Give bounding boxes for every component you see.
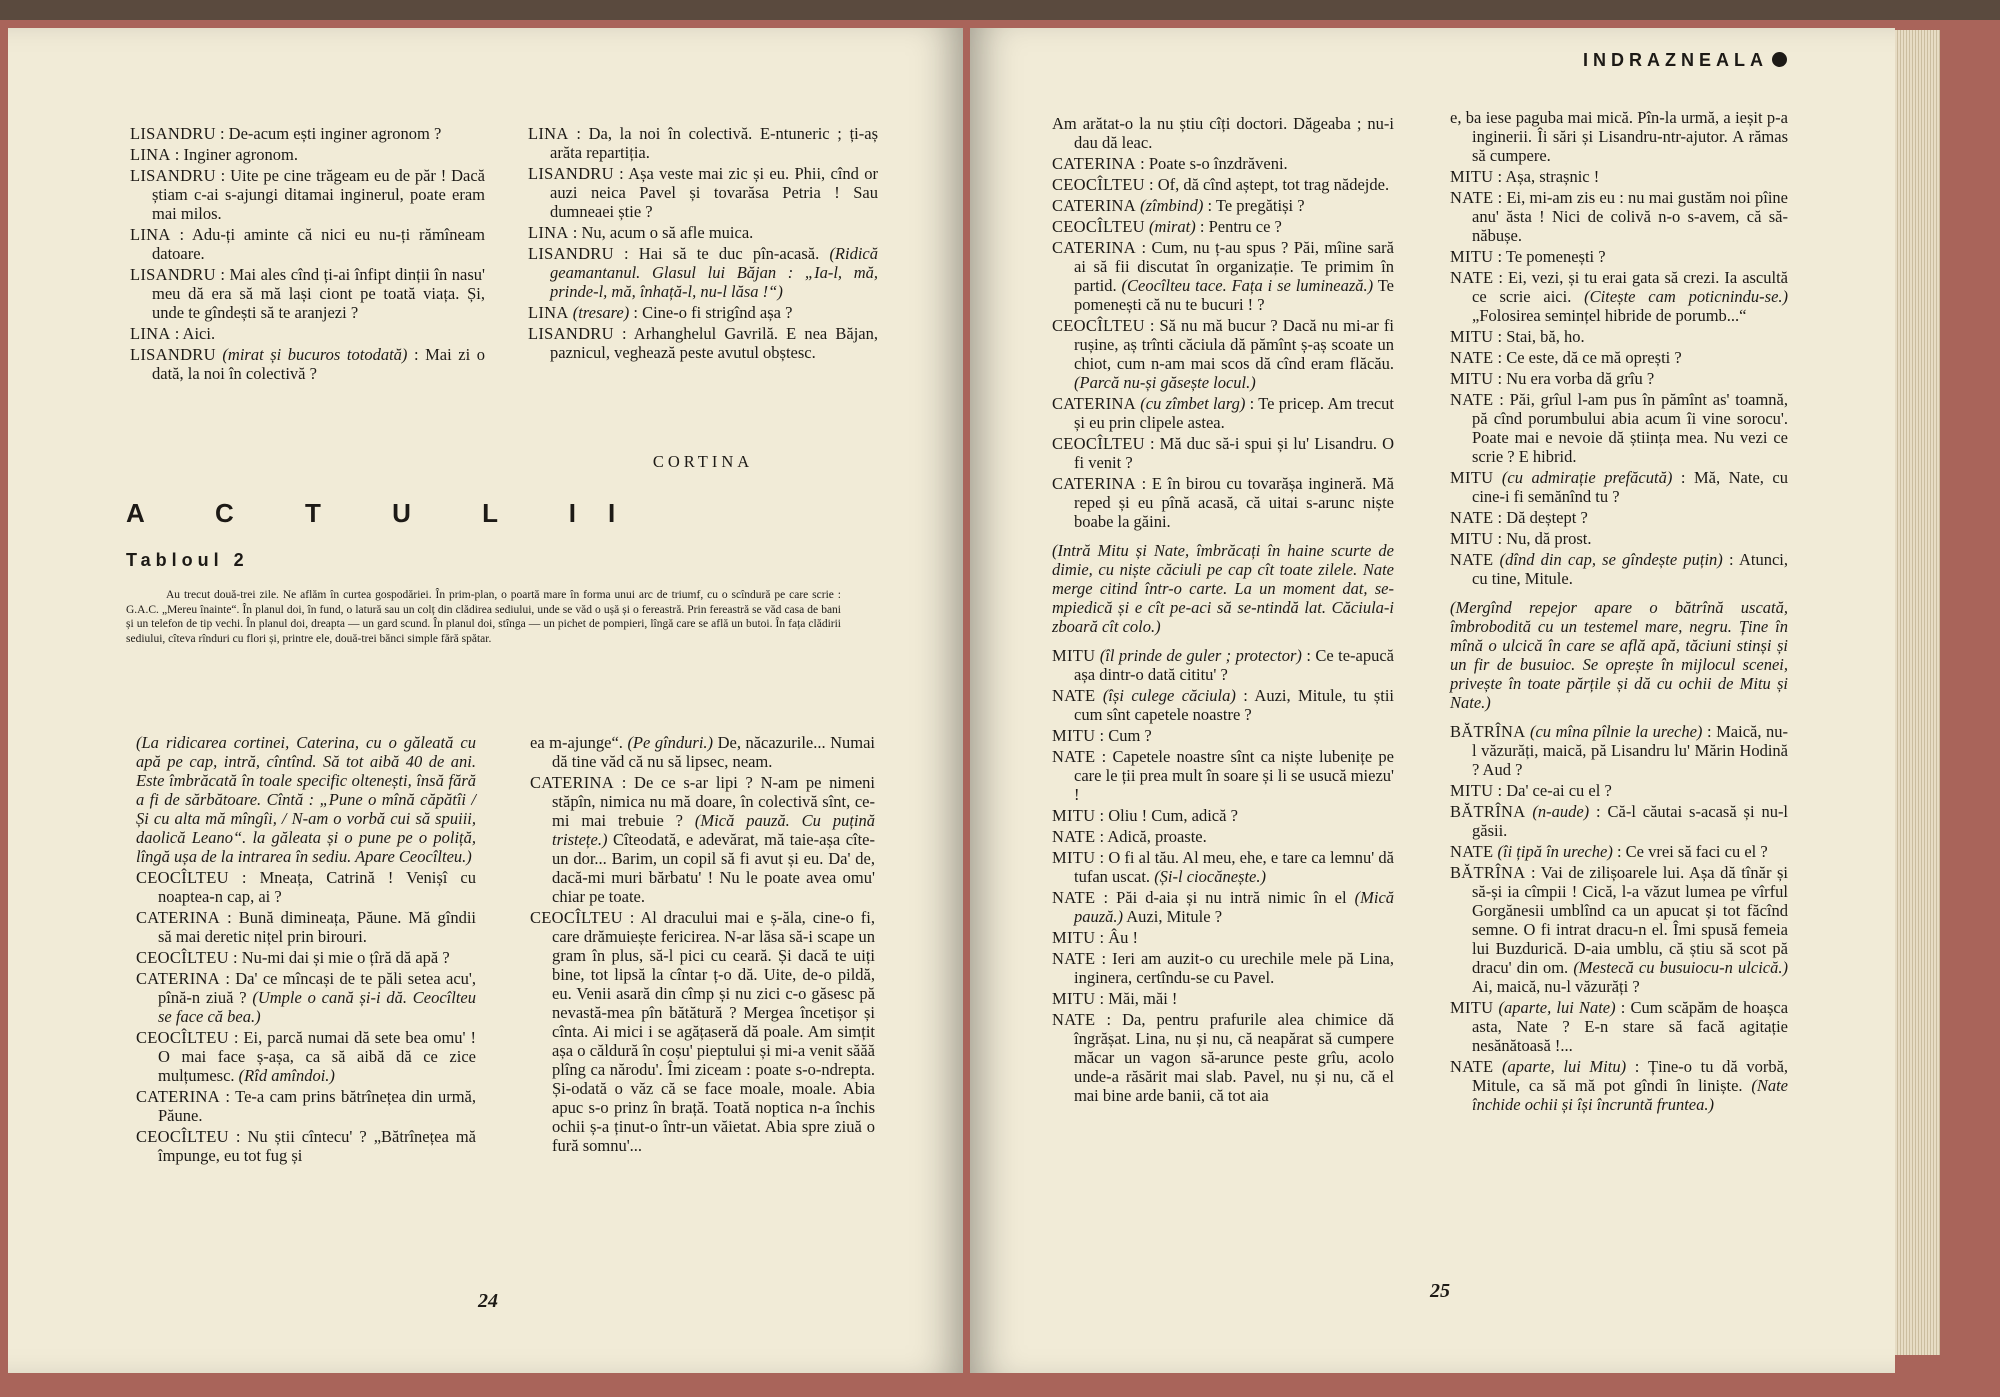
right-column-1 — [1052, 114, 1394, 1107]
dialogue-line: NATE : Păi, grîul l-am pus în pămînt as' toamnă, pă cînd porumbului abia acum îi vine sorocu'. Poate mai e nevoie dă știința mea. Nu vezi ce scrie ? E hibrid. — [1450, 390, 1788, 466]
dialogue-line: MITU : Nu, dă prost. — [1450, 529, 1592, 548]
left-page — [8, 28, 963, 1373]
dialogue-text: Ei, parcă numai dă sete bea omu' ! O mai face ș-așa, ca să aibă dă ce zice mulțumesc. — [158, 1028, 477, 1085]
dialogue-text: Inginer agronom. — [183, 145, 299, 164]
speaker-name: NATE — [1450, 842, 1494, 861]
dialogue-text: Adu-ți aminte că nici eu nu-ți rămîneam datoare. — [152, 225, 485, 263]
bullet-icon — [1772, 52, 1787, 67]
dialogue-line: NATE : Da, pentru prafurile alea chimice dă îngrășat. Lina, nu și nu, că neapărat să cumpere măcar un vagon să-arunce peste grîu, acolo unde-a răsărit mai slab. Pavel, nu și nu, că el mai bine arde banii, că tot aia — [1052, 1010, 1395, 1105]
speaker-name: CEOCÎLTEU — [530, 908, 623, 927]
act-heading: A C T U L II — [126, 498, 648, 528]
dialogue-line: LISANDRU (mirat și bucuros totodată) : Mai zi o dată, la noi în colectivă ? — [130, 345, 486, 383]
right-column-2 — [1450, 108, 1788, 1116]
running-header — [1583, 50, 1787, 71]
stage-note: (îl prinde de guler ; protector) — [1099, 646, 1302, 665]
dialogue-line: CEOCÎLTEU : Să nu mă bucur ? Dacă nu mi-ar fi rușine, aș trînti căciula dă pămînt ș-aș scoate un chiot, cum n-am mai scos dă cînd eram flăcău. (Parcă nu-și găsește locul.) — [1052, 316, 1394, 392]
speaker-name: CATERINA — [1052, 394, 1136, 413]
dialogue-line: CATERINA : De ce s-ar lipi ? N-am pe nimeni stăpîn, nimica nu mă doare, în colectivă sînt, ce-mi mai trebuie ? (Mică pauză. Cu puțină tristețe.) Cîteodată, e adevărat, mă taie-așa cîte-un dor... Barim, un copil să fi avut și eu. Da' de, dacă-mi muri bărbatu' ! Nu le poate avea omu' chiar pe toate. — [530, 773, 876, 906]
dialogue-text: Dă deștept ? — [1506, 508, 1588, 527]
speaker-name: CEOCÎLTEU — [136, 868, 229, 887]
dialogue-line: CEOCÎLTEU : Mă duc să-i spui și lu' Lisandru. O fi venit ? — [1052, 434, 1394, 472]
speaker-name: MITU — [1450, 468, 1494, 487]
dialogue-line: CATERINA : Da' ce mîncași de te păli setea acu', pînă-n ziuă ? (Umple o cană și-i dă. Ceocîlteu se face că bea.) — [136, 969, 477, 1026]
dialogue-line: NATE : Capetele noastre sînt ca niște lubenițe pe care le ții prea mult în soare și li se usucă miezu' ! — [1052, 747, 1394, 804]
dialogue-text: Auzi, Mitule, tu știi cum sînt capetele noastre ? — [1074, 686, 1395, 724]
curtain-text: CORTINA — [652, 452, 754, 471]
dialogue-text: Nu-mi dai și mie o țîră dă apă ? — [241, 948, 450, 967]
speaker-name: NATE — [1052, 827, 1096, 846]
dialogue-text: Uite pe cine trăgeam eu de păr ! Dacă știam c-ai s-ajungi ditamai inginerul, poate eram mai milos. — [152, 166, 485, 223]
speaker-name: NATE — [1052, 747, 1096, 766]
speaker-name: CEOCÎLTEU — [1052, 316, 1145, 335]
speaker-name: LISANDRU — [528, 244, 614, 263]
speaker-name: CEOCÎLTEU — [136, 1028, 229, 1047]
dialogue-text: e, ba iese paguba mai mică. Pîn-la urmă, a ieșit p-a inginerii. Îi sări și Lisandru-ntr-ajutor. A rămas să cumpere. — [1450, 108, 1788, 165]
speaker-name: CATERINA — [1052, 474, 1136, 493]
dialogue-text: Da' ce-ai cu el ? — [1506, 781, 1612, 800]
dialogue-line: CEOCÎLTEU : Nu-mi dai și mie o țîră dă apă ? — [136, 948, 450, 967]
dialogue-line: CEOCÎLTEU : Ei, parcă numai dă sete bea omu' ! O mai face ș-așa, ca să aibă dă ce zice mulțumesc. (Rîd amîndoi.) — [136, 1028, 477, 1085]
speaker-name: NATE — [1052, 949, 1096, 968]
dialogue-text: Da, pentru prafurile alea chimice dă îngrășat. Lina, nu și nu, că neapărat să cumpere măcar un vagon să-arunce peste grîu, acolo unde-a răsărit mai slab. Pavel, nu și nu, că el mai bine arde banii, că tot aia — [1074, 1010, 1395, 1105]
dialogue-text: ea m-ajunge“. — [530, 733, 623, 752]
dialogue-text: Poate s-o înzdrăveni. — [1148, 154, 1288, 173]
dialogue-text: Te pricep. Am trecut și eu prin clipele astea. — [1074, 394, 1394, 432]
dialogue-line: CEOCÎLTEU : Nu știi cîntecu' ? „Bătrînețea mă împunge, eu tot fug și — [136, 1127, 476, 1165]
stage-note: (Ridică geamantanul. Glasul lui Băjan : „Ia-l, mă, prinde-l, mă, înhață-l, nu-l lăsa !“) — [550, 244, 879, 301]
stage-note: (Nate închide ochii și își încruntă fruntea.) — [1472, 1076, 1788, 1114]
dialogue-text: Așa, strașnic ! — [1505, 167, 1600, 186]
stage-note: (Umple o cană și-i dă. Ceocîlteu se face că bea.) — [158, 988, 476, 1026]
dialogue-text: Mneața, Catrină ! Venișî cu noaptea-n cap, ai ? — [158, 868, 476, 906]
dialogue-text: „Folosirea semințel hibride de porumb...“ — [1472, 306, 1747, 325]
dialogue-text: Te pomenești că nu te bucuri ! ? — [1074, 276, 1394, 314]
dialogue-line: CATERINA : Cum, nu ț-au spus ? Păi, mîine sară ai să fii discutat în organizație. Te primim în partid. (Ceocîlteu tace. Fața i se luminează.) Te pomenești că nu te bucuri ! ? — [1052, 238, 1395, 314]
dialogue-text: Capetele noastre sînt ca niște lubenițe pe care le ții prea mult în soare și li se usucă miezu' ! — [1074, 747, 1394, 804]
dialogue-text: Cum ? — [1108, 726, 1152, 745]
stage-note: (cu admirație prefăcută) — [1501, 468, 1673, 487]
speaker-name: MITU — [1450, 998, 1494, 1017]
dialogue-line — [1450, 108, 1788, 165]
dialogue-text: Hai să te duc pîn-acasă. — [638, 244, 820, 263]
speaker-name: MITU — [1052, 806, 1096, 825]
speaker-name: BĂTRÎNA — [1450, 802, 1526, 821]
dialogue-line: LISANDRU : Mai ales cînd ți-ai înfipt dinții în nasu' meu dă era să mă lași ciont pe toată viața. Și, unde te gîndești să te aranjezi ? — [130, 265, 485, 322]
dialogue-text: Nu, dă prost. — [1506, 529, 1592, 548]
dialogue-line: MITU : Da' ce-ai cu el ? — [1450, 781, 1612, 800]
dialogue-text: E în birou cu tovarășa ingineră. Mă reped și eu pînă acasă, că uitai s-arunc niște boabe la găini. — [1074, 474, 1395, 531]
stage-note: (Citește cam poticnindu-se.) — [1584, 287, 1789, 306]
speaker-name: MITU — [1052, 726, 1096, 745]
dialogue-line: NATE (aparte, lui Mitu) : Ține-o tu dă vorbă, Mitule, ca să mă pot gîndi în liniște. (Nate închide ochii și își încruntă fruntea.) — [1450, 1057, 1789, 1114]
speaker-name: NATE — [1052, 1010, 1096, 1029]
dialogue-text: Măi, măi ! — [1108, 989, 1178, 1008]
dialogue-line: CEOCÎLTEU : Mneața, Catrină ! Venișî cu noaptea-n cap, ai ? — [136, 868, 476, 906]
dialogue-text: Mă duc să-i spui și lu' Lisandru. O fi venit ? — [1074, 434, 1394, 472]
running-header-title: INDRAZNEALA — [1583, 50, 1768, 70]
speaker-name: LISANDRU — [528, 164, 614, 183]
dialogue-line — [530, 733, 875, 771]
dialogue-text: Cum, nu ț-au spus ? Păi, mîine sară ai să fii discutat în organizație. Te primim în partid. — [1074, 238, 1395, 295]
dialogue-line: MITU : Oliu ! Cum, adică ? — [1052, 806, 1238, 825]
dialogue-line: LINA (tresare) : Cine-o fi strigînd așa ? — [528, 303, 793, 322]
dialogue-line: NATE : Adică, proaste. — [1052, 827, 1207, 846]
speaker-name: NATE — [1052, 686, 1096, 705]
dialogue-text: Te pomenești ? — [1505, 247, 1606, 266]
dialogue-text: Nu era vorba dă grîu ? — [1506, 369, 1655, 388]
page-number-left: 24 — [478, 1290, 498, 1312]
dialogue-line: MITU (aparte, lui Nate) : Cum scăpăm de hoașca asta, Nate ? E-n stare să facă agitație nesănătoasă !... — [1450, 998, 1789, 1055]
dialogue-text: Al dracului mai e ș-ăla, cine-o fi, care drămuiește fericirea. N-ar lăsa să-i scape un gram în plus, să-l pici cu ceară. Și dacă te uiți bine, tot lipsă la cîntar ț-o dă. Uite, de-o pildă, eu. Venii asară din cîmp și nu zici c-o găsesc pă nevastă-mea pîn bătătură ? Mergea încetișor și cînta. Ai mici i se agățaseră dă poale. Am simțit așa o căldură în coșu' pieptului și mi-a venit săăă plîng ca nărodu'. Îmi ziceam : poate s-o-ndrepta. Și-odată o văz că se face moale, moale. Abia apuc s-o prinz în brață. Toată noptica n-a închis ochii ș-a ținut-o într-un văietat. Abia spre ziuă o fură somnu'... — [552, 908, 876, 1155]
dialogue-text: Ce este, dă ce mă oprești ? — [1506, 348, 1682, 367]
setting-description: Au trecut două-trei zile. Ne aflăm în curtea gospodăriei. În prim-plan, o poartă mare în forma unui arc de triumf, cu o scîndură pe care scrie : G.A.C. „Mereu înainte“. În planul doi, în fund, o latură sau un colț din clădirea sediului, unde se văd o ușă și o fereastră. Prin fereastră se văd casa de bani și un telefon de tip vechi. În planul doi, dreapta — un gard scund. În planul doi, stînga — un pichet de pompieri, lîngă care se află un butoi. În fața clădirii sediului, cîteva rînduri cu flori și, printre ele, două-trei bănci simple fără spătar. — [126, 589, 841, 645]
speaker-name: BĂTRÎNA — [1450, 722, 1526, 741]
dialogue-line: BĂTRÎNA : Vai de zilișoarele lui. Așa dă tînăr și să-și ia cîmpii ! Cică, l-a văzut lumea pe vîrful Gorgănesii umblînd ca un apucat și tot făcînd semne. O fi intrat dracu-n el. Îmi spusă femeia lui Buzdurică. D-aia umblu, că știu să scot pă dracu' din om. (Mestecă cu busuiocu-n ulcică.) Ai, maică, nu-l văzurăți ? — [1450, 863, 1788, 996]
stage-note: (aparte, lui Mitu) — [1502, 1057, 1627, 1076]
dialogue-line: CATERINA : Bună dimineața, Păune. Mă gîndii să mai deretic nițel prin birouri. — [136, 908, 476, 946]
dialogue-line: NATE : Ce este, dă ce mă oprești ? — [1450, 348, 1682, 367]
stage-direction: (Mergînd repejor apare o bătrînă uscată, îmbrobodită cu un testemel mare, negru. Ține în mînă o ulcică în care se află apă, tăciuni stinși și un fir de busuioc. Se oprește în mijlocul scenei, privește în toate părțile și dă cu ochii de Mitu și Nate.) — [1450, 598, 1788, 712]
dialogue-line: NATE (își culege căciula) : Auzi, Mitule, tu știi cum sînt capetele noastre ? — [1052, 686, 1395, 724]
page-number-right: 25 — [1430, 1280, 1450, 1302]
dialogue-line: CATERINA (cu zîmbet larg) : Te pricep. Am trecut și eu prin clipele astea. — [1052, 394, 1394, 432]
stage-note: (aparte, lui Nate) — [1498, 998, 1616, 1017]
dialogue-line: MITU (îl prinde de guler ; protector) : Ce te-apucă așa dintr-o dată cititu' ? — [1052, 646, 1395, 684]
dialogue-text: Atunci, cu tine, Mitule. — [1472, 550, 1788, 588]
dialogue-text: Stai, bă, ho. — [1506, 327, 1585, 346]
speaker-name: CEOCÎLTEU — [1052, 217, 1145, 236]
dialogue-line: MITU : Nu era vorba dă grîu ? — [1450, 369, 1655, 388]
dialogue-text: Ai, maică, nu-l văzurăți ? — [1472, 977, 1640, 996]
speaker-name: NATE — [1450, 268, 1494, 287]
dialogue-line: MITU : Stai, bă, ho. — [1450, 327, 1585, 346]
dialogue-text: Te pregătiși ? — [1215, 196, 1305, 215]
dialogue-line: LISANDRU : Arhanghelul Gavrilă. E nea Băjan, paznicul, veghează peste avutul obștesc. — [528, 324, 878, 362]
speaker-name: NATE — [1450, 348, 1494, 367]
dialogue-text: Da' ce mîncași de te păli setea acu', pînă-n ziuă ? — [158, 969, 477, 1007]
speaker-name: LINA — [528, 223, 569, 242]
stage-note: (dînd din cap, se gîndește puțin) — [1499, 550, 1723, 569]
dialogue-text: Aici. — [182, 324, 216, 343]
speaker-name: MITU — [1450, 247, 1494, 266]
speaker-name: CATERINA — [530, 773, 614, 792]
stage-note: (Mestecă cu busuiocu-n ulcică.) — [1573, 958, 1788, 977]
stage-note: (își culege căciula) — [1102, 686, 1236, 705]
stage-note: (tresare) — [572, 303, 630, 322]
tablou-heading: Tabloul 2 — [126, 550, 249, 570]
speaker-name: CATERINA — [136, 1087, 220, 1106]
speaker-name: LISANDRU — [130, 345, 216, 364]
speaker-name: CEOCÎLTEU — [1052, 175, 1145, 194]
dialogue-text: Maică, nu-l văzurăți, maică, pă Lisandru lu' Mărin Hodină ? Aud ? — [1472, 722, 1788, 779]
speaker-name: LISANDRU — [130, 265, 216, 284]
speaker-name: LINA — [130, 324, 171, 343]
stage-note: (Mică pauză. Cu puțină tristețe.) — [552, 811, 876, 849]
speaker-name: LINA — [130, 145, 171, 164]
speaker-name: LISANDRU — [130, 124, 216, 143]
speaker-name: NATE — [1450, 1057, 1494, 1076]
dialogue-line: NATE : Ei, mi-am zis eu : nu mai gustăm noi pîine anu' ăsta ! Nici de colivă n-o s-avem, că să-năbușe. — [1450, 188, 1789, 245]
dialogue-line: LISANDRU : Așa veste mai zic și eu. Phii, cînd or auzi neica Pavel și tovarăsa Petria ! Sau dumneaei știe ? — [528, 164, 878, 221]
dialogue-text: Mai zi o dată, la noi în colectivă ? — [152, 345, 486, 383]
dialogue-line: LINA : Da, la noi în colectivă. E-ntuneric ; ți-aș arăta repartiția. — [528, 124, 878, 162]
speaker-name: LINA — [528, 303, 569, 322]
dialogue-line: NATE : Ieri am auzit-o cu urechile mele pă Lina, inginera, certîndu-se cu Pavel. — [1052, 949, 1395, 987]
dialogue-text: Cum scăpăm de hoașca asta, Nate ? E-n stare să facă agitație nesănătoasă !... — [1472, 998, 1789, 1055]
speaker-name: CEOCÎLTEU — [136, 1127, 229, 1146]
dialogue-text: Ține-o tu dă vorbă, Mitule, ca să mă pot gîndi în liniște. — [1472, 1057, 1789, 1095]
dialogue-line: LISANDRU : De-acum ești inginer agronom ? — [130, 124, 442, 143]
stage-note: (mirat și bucuros totodată) — [222, 345, 408, 364]
dialogue-text: Of, dă cînd aștept, tot trag nădejde. — [1157, 175, 1390, 194]
dialogue-text: Cîteodată, e adevărat, mă taie-așa cîte-un dor... Barim, un copil să fi avut și eu. Da' de, dacă-mi muri bărbatu' ! Nu le poate avea omu' chiar pe toate. — [552, 830, 876, 906]
speaker-name: CATERINA — [1052, 238, 1136, 257]
dialogue-text: Păi, grîul l-am pus în pămînt as' toamnă, pă cînd porumbului abia acum îi vine sorocu'. Poate mai e nevoie dă știința mea. Nu vezi ce scrie ? E hibrid. — [1472, 390, 1788, 466]
dialogue-text: Nu, acum o să afle muica. — [581, 223, 754, 242]
left-column-4 — [530, 733, 875, 1157]
left-column-2 — [528, 124, 878, 364]
speaker-name: CATERINA — [1052, 196, 1136, 215]
dialogue-text: Păi d-aia și nu intră nimic în el — [1116, 888, 1347, 907]
dialogue-text: Da, la noi în colectivă. E-ntuneric ; ți-aș arăta repartiția. — [550, 124, 878, 162]
dialogue-line: MITU (cu admirație prefăcută) : Mă, Nate, cu cine-i fi semănînd tu ? — [1450, 468, 1789, 506]
dialogue-line: CATERINA (zîmbind) : Te pregătiși ? — [1052, 196, 1305, 215]
dialogue-line: MITU : O fi al tău. Al meu, ehe, e tare ca lemnu' dă tufan uscat. (Și-l ciocănește.) — [1052, 848, 1394, 886]
dialogue-text: Mă, Nate, cu cine-i fi semănînd tu ? — [1472, 468, 1789, 506]
dialogue-line: MITU : Âu ! — [1052, 928, 1139, 947]
dialogue-text: De-acum ești inginer agronom ? — [228, 124, 442, 143]
dialogue-line: MITU : Așa, strașnic ! — [1450, 167, 1600, 186]
dialogue-line: NATE : Păi d-aia și nu intră nimic în el (Mică pauză.) Auzi, Mitule ? — [1052, 888, 1395, 926]
dialogue-text: Ce vrei să faci cu el ? — [1625, 842, 1768, 861]
speaker-name: NATE — [1450, 188, 1494, 207]
dialogue-text: Âu ! — [1108, 928, 1139, 947]
stage-note: (cu zîmbet larg) — [1140, 394, 1246, 413]
stage-note: (cu mîna pîlnie la ureche) — [1529, 722, 1703, 741]
dialogue-line: CATERINA : Te-a cam prins bătrînețea din urmă, Păune. — [136, 1087, 476, 1125]
dialogue-line: CEOCÎLTEU (mirat) : Pentru ce ? — [1052, 217, 1282, 236]
dialogue-text: Nu știi cîntecu' ? „Bătrînețea mă împunge, eu tot fug și — [158, 1127, 476, 1165]
left-column-3 — [136, 733, 476, 1167]
dialogue-line: MITU : Măi, măi ! — [1052, 989, 1178, 1008]
stage-note: (Mică pauză.) — [1074, 888, 1395, 926]
dialogue-text: Mai ales cînd ți-ai înfipt dinții în nasu' meu dă era să mă lași ciont pe toată viața. Și, unde te gîndești să te aranjezi ? — [152, 265, 485, 322]
speaker-name: CATERINA — [1052, 154, 1136, 173]
dialogue-line: MITU : Cum ? — [1052, 726, 1152, 745]
dialogue-line: LINA : Inginer agronom. — [130, 145, 299, 164]
dialogue-line: LINA : Nu, acum o să afle muica. — [528, 223, 754, 242]
dialogue-text: Cine-o fi strigînd așa ? — [642, 303, 793, 322]
dialogue-text: Să nu mă bucur ? Dacă nu mi-ar fi rușine, aș trînti căciula dă pămînt ș-aș scoate un chiot, cum n-am mai scos dă cînd eram flăcău. — [1074, 316, 1394, 373]
dialogue-text: O fi al tău. Al meu, ehe, e tare ca lemnu' dă tufan uscat. — [1074, 848, 1394, 886]
stage-direction: (La ridicarea cortinei, Caterina, cu o găleată cu apă pe cap, intră, cîntînd. Să tot aibă 40 de ani. Este îmbrăcată în toale specific oltenești, însă fără a fi de sărbătoare. Cîntă : „Pune o mînă căpătîi / Și cu alta mă mîngîi, / N-am o vorbă cui să spuiii, daolică Leano“. la găleata și o pune pe o poliță, lîngă ușa de la intrarea în sediu. Apare Ceocîlteu.) — [136, 733, 476, 866]
speaker-name: LISANDRU — [130, 166, 216, 185]
stage-note: (Pe gînduri.) — [627, 733, 714, 752]
dialogue-text: Ei, vezi, și tu erai gata să crezi. Ia ascultă ce scrie aici. — [1472, 268, 1788, 306]
dialogue-text: Te-a cam prins bătrînețea din urmă, Păune. — [158, 1087, 476, 1125]
speaker-name: CATERINA — [136, 908, 220, 927]
speaker-name: NATE — [1450, 550, 1494, 569]
dialogue-line: CEOCÎLTEU : Of, dă cînd aștept, tot trag nădejde. — [1052, 175, 1390, 194]
dialogue-line: CATERINA : Poate s-o înzdrăveni. — [1052, 154, 1288, 173]
speaker-name: CEOCÎLTEU — [136, 948, 229, 967]
dialogue-text: Că-l căutai s-acasă și nu-l găsii. — [1472, 802, 1789, 840]
dialogue-line: LISANDRU : Uite pe cine trăgeam eu de păr ! Dacă știam c-ai s-ajungi ditamai inginerul, poate eram mai milos. — [130, 166, 485, 223]
dialogue-line: LISANDRU : Hai să te duc pîn-acasă. (Ridică geamantanul. Glasul lui Băjan : „Ia-l, mă, prinde-l, mă, înhață-l, nu-l lăsa !“) — [528, 244, 879, 301]
speaker-name: LINA — [130, 225, 171, 244]
speaker-name: MITU — [1052, 989, 1096, 1008]
dialogue-line: BĂTRÎNA (n-aude) : Că-l căutai s-acasă și nu-l găsii. — [1450, 802, 1789, 840]
dialogue-line — [1052, 114, 1394, 152]
right-page — [970, 28, 1895, 1373]
speaker-name: BĂTRÎNA — [1450, 863, 1526, 882]
speaker-name: MITU — [1052, 646, 1096, 665]
curtain-line — [528, 452, 878, 473]
stage-note: (Rîd amîndoi.) — [238, 1066, 335, 1085]
dialogue-text: Pentru ce ? — [1208, 217, 1282, 236]
speaker-name: MITU — [1450, 327, 1494, 346]
stage-note: (mirat) — [1148, 217, 1196, 236]
speaker-name: NATE — [1052, 888, 1096, 907]
stage-direction: (Intră Mitu și Nate, îmbrăcați în haine scurte de dimie, cu niște căciuli pe cap cît toate zilele. Nate merge citind într-o carte. La un moment dat, se-mpiedică și e cît pe-aci să se-ntindă lat. Căciula-i zboară cît colo.) — [1052, 541, 1394, 636]
speaker-name: MITU — [1450, 781, 1494, 800]
dialogue-text: De, năcazurile... Numai dă tine văd că nu să lipsec, neam. — [552, 733, 876, 771]
stage-note: (zîmbind) — [1140, 196, 1204, 215]
dialogue-text: Adică, proaste. — [1107, 827, 1207, 846]
dialogue-line: CEOCÎLTEU : Al dracului mai e ș-ăla, cine-o fi, care drămuiește fericirea. N-ar lăsa să-i scape un gram în plus, să-l pici cu ceară. Și dacă te uiți bine, tot lipsă la cîntar ț-o dă. Uite, de-o pildă, eu. Venii asară din cîmp și nu zici c-o găsesc pă nevastă-mea pîn bătătură ? Mergea încetișor și cînta. Ai mici i se agățaseră dă poale. Am simțit așa o căldură în coșu' pieptului și mi-a venit săăă plîng ca nărodu'. Îmi ziceam : poate s-o-ndrepta. Și-odată o văz că se face moale, moale. Abia apuc s-o prinz în brață. Toată noptica n-a închis ochii ș-a ținut-o într-un văietat. Abia spre ziuă o fură somnu'... — [530, 908, 876, 1155]
dialogue-text: Ieri am auzit-o cu urechile mele pă Lina, inginera, certîndu-se cu Pavel. — [1074, 949, 1395, 987]
stage-note: (Parcă nu-și găsește locul.) — [1074, 373, 1256, 392]
dialogue-text: Oliu ! Cum, adică ? — [1108, 806, 1238, 825]
page-edges — [1895, 30, 1940, 1355]
dialogue-line: LINA : Adu-ți aminte că nici eu nu-ți rămîneam datoare. — [130, 225, 485, 263]
speaker-name: LINA — [528, 124, 569, 143]
dialogue-line: NATE : Dă deștept ? — [1450, 508, 1588, 527]
dialogue-text: Arhanghelul Gavrilă. E nea Băjan, paznicul, veghează peste avutul obștesc. — [550, 324, 878, 362]
dialogue-line: BĂTRÎNA (cu mîna pîlnie la ureche) : Maică, nu-l văzurăți, maică, pă Lisandru lu' Mărin Hodină ? Aud ? — [1450, 722, 1788, 779]
dialogue-line: MITU : Te pomenești ? — [1450, 247, 1606, 266]
dialogue-text: Auzi, Mitule ? — [1126, 907, 1223, 926]
dialogue-line: LINA : Aici. — [130, 324, 216, 343]
dialogue-text: Ei, mi-am zis eu : nu mai gustăm noi pîine anu' ăsta ! Nici de colivă n-o s-avem, că să-năbușe. — [1472, 188, 1789, 245]
stage-note: (n-aude) — [1532, 802, 1590, 821]
speaker-name: MITU — [1450, 369, 1494, 388]
stage-note: (Și-l ciocănește.) — [1154, 867, 1266, 886]
dialogue-line: NATE (dînd din cap, se gîndește puțin) : Atunci, cu tine, Mitule. — [1450, 550, 1788, 588]
stage-note: (Ceocîlteu tace. Fața i se luminează.) — [1121, 276, 1374, 295]
dialogue-text: Ce te-apucă așa dintr-o dată cititu' ? — [1074, 646, 1395, 684]
speaker-name: LISANDRU — [528, 324, 614, 343]
speaker-name: MITU — [1450, 529, 1494, 548]
dialogue-text: De ce s-ar lipi ? N-am pe nimeni stăpîn, nimica nu mă doare, în colectivă sînt, ce-mi mai trebuie ? — [552, 773, 876, 830]
dialogue-text: Așa veste mai zic și eu. Phii, cînd or auzi neica Pavel și tovarăsa Petria ! Sau dumneaei știe ? — [550, 164, 878, 221]
dialogue-line: CATERINA : E în birou cu tovarășa ingineră. Mă reped și eu pînă acasă, că uitai s-arunc niște boabe la găini. — [1052, 474, 1395, 531]
speaker-name: NATE — [1450, 390, 1494, 409]
speaker-name: MITU — [1052, 928, 1096, 947]
dialogue-line: NATE (îi țipă în ureche) : Ce vrei să faci cu el ? — [1450, 842, 1768, 861]
speaker-name: NATE — [1450, 508, 1494, 527]
dialogue-line: NATE : Ei, vezi, și tu erai gata să crezi. Ia ascultă ce scrie aici. (Citește cam poticnindu-se.) „Folosirea semințel hibride de porumb...“ — [1450, 268, 1789, 325]
speaker-name: MITU — [1052, 848, 1096, 867]
dialogue-text: Vai de zilișoarele lui. Așa dă tînăr și să-și ia cîmpii ! Cică, l-a văzut lumea pe vîrful Gorgănesii umblînd ca un apucat și tot făcînd semne. O fi intrat dracu-n el. Îmi spusă femeia lui Buzdurică. D-aia umblu, că știu să scot pă dracu' din om. — [1472, 863, 1788, 977]
left-column-1 — [130, 124, 485, 385]
dialogue-text: Bună dimineața, Păune. Mă gîndii să mai deretic nițel prin birouri. — [158, 908, 476, 946]
speaker-name: MITU — [1450, 167, 1494, 186]
speaker-name: CATERINA — [136, 969, 220, 988]
speaker-name: CEOCÎLTEU — [1052, 434, 1145, 453]
dialogue-text: Am arătat-o la nu știu cîți doctori. Dăgeaba ; nu-i dau dă leac. — [1052, 114, 1394, 152]
stage-note: (îi țipă în ureche) — [1497, 842, 1613, 861]
